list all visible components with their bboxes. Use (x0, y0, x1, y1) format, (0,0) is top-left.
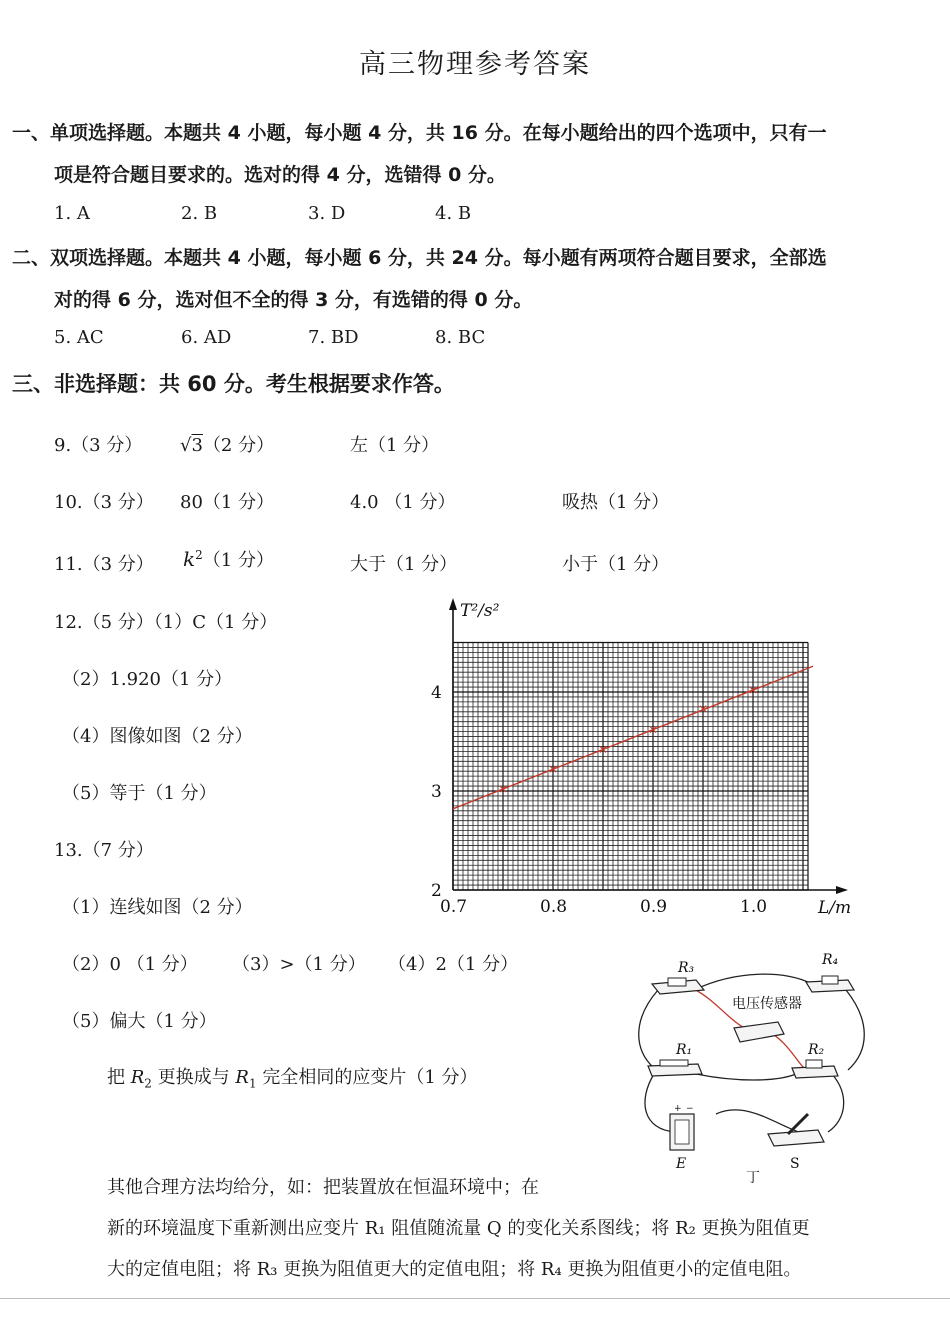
label-e: E (676, 1156, 687, 1172)
answer-4: 4. B (435, 203, 472, 224)
answer-8: 8. BC (435, 327, 486, 348)
switch-base (768, 1130, 824, 1146)
label-r1: R₁ (676, 1042, 693, 1058)
bottom-rule (0, 1298, 950, 1299)
replace-r2: R (130, 1067, 145, 1088)
q13-part4: （4）2（1 分） (388, 954, 519, 975)
page-title: 高三物理参考答案 (359, 49, 591, 80)
replace-r2-sub: 2 (144, 1076, 152, 1091)
y-tick-label: 3 (431, 782, 442, 802)
wire-right-bottom (828, 1074, 844, 1132)
x-axis-arrow-icon (836, 886, 848, 894)
x-tick-label: 0.8 (540, 897, 568, 917)
section2-heading-line1: 二、双项选择题。本题共 4 小题，每小题 6 分，共 24 分。每小题有两项符合题目要求，全部选 (12, 247, 827, 269)
circuit-diagram (636, 950, 868, 1186)
t2-vs-l-chart (420, 596, 860, 926)
q10-answer1: 80（1 分） (180, 492, 275, 513)
answer-5: 5. AC (54, 327, 104, 348)
sqrt-symbol: √3 (180, 435, 203, 456)
replace-pre: 把 (107, 1067, 131, 1088)
q12-number: 12.（5 分）（1）C（1 分） (54, 612, 278, 633)
voltage-sensor (734, 1022, 784, 1042)
wire-left-top (639, 990, 658, 1068)
x-tick-label: 0.7 (440, 897, 468, 917)
q12-part4: （4）图像如图（2 分） (62, 726, 253, 747)
battery-minus-icon: − (686, 1104, 694, 1114)
x-axis-label: L/m (818, 898, 852, 918)
label-s: S (790, 1156, 800, 1172)
chart-grid (453, 643, 808, 891)
q9-answer2: 左（1 分） (350, 435, 440, 456)
q9-answer1 (180, 431, 274, 457)
q12-part5: （5）等于（1 分） (62, 783, 217, 804)
q13-part5: （5）偏大（1 分） (62, 1011, 217, 1032)
q13-other-line2: 新的环境温度下重新测出应变片 R₁ 阻值随流量 Q 的变化关系图线；将 R₂ 更换为阻值更 (107, 1218, 810, 1239)
q11-answer3: 小于（1 分） (562, 554, 670, 575)
r4-element (822, 976, 838, 984)
q11-answer2: 大于（1 分） (350, 554, 458, 575)
x-tick-label: 0.9 (640, 897, 668, 917)
x-tick-labels (440, 897, 767, 917)
q11-answer1-score: （1 分） (202, 550, 274, 571)
q12-part2: （2）1.920（1 分） (62, 669, 233, 690)
section1-heading-line2: 项是符合题目要求的。选对的得 4 分，选错得 0 分。 (54, 164, 506, 186)
y-axis-arrow-icon (449, 598, 457, 610)
y-axis-label: T²/s² (460, 601, 500, 621)
answer-6: 6. AD (181, 327, 232, 348)
answer-2: 2. B (181, 203, 218, 224)
q10-answer2: 4.0 （1 分） (350, 492, 456, 513)
q11-exp: 2 (195, 548, 203, 562)
q11-number: 11.（3 分） (54, 554, 154, 575)
replace-r1-sub: 1 (248, 1076, 257, 1091)
label-r3: R₃ (678, 960, 695, 976)
r2-element (806, 1060, 822, 1068)
answer-7: 7. BD (308, 327, 359, 348)
answer-3: 3. D (308, 203, 346, 224)
label-r4: R₄ (822, 952, 839, 968)
q10-answer3: 吸热（1 分） (562, 492, 670, 513)
q13-other-line3: 大的定值电阻；将 R₃ 更换为阻值更大的定值电阻；将 R₄ 更换为阻值更小的定值电阻。 (107, 1259, 802, 1280)
x-tick-label: 1.0 (740, 897, 768, 917)
section3-heading: 三、非选择题：共 60 分。考生根据要求作答。 (12, 372, 455, 396)
q11-answer1 (183, 546, 274, 572)
wire-right (846, 990, 864, 1070)
q13-part2: （2）0 （1 分） (62, 954, 198, 975)
label-r2: R₂ (808, 1042, 825, 1058)
r3-element (668, 978, 686, 986)
replace-mid: 更换成与 (151, 1067, 236, 1088)
q13-part3: （3）>（1 分） (232, 954, 366, 975)
label-sensor: 电压传感器 (732, 996, 802, 1012)
label-fig: 丁 (746, 1170, 760, 1186)
replace-post: 完全相同的应变片（1 分） (256, 1067, 478, 1088)
r1-element (660, 1060, 688, 1066)
answer-1: 1. A (54, 203, 90, 224)
q13-replace-line (107, 1063, 478, 1091)
wire-top (694, 974, 812, 990)
q13-other-line1: 其他合理方法均给分，如：把装置放在恒温环境中；在 (107, 1177, 539, 1198)
q10-number: 10.（3 分） (54, 492, 154, 513)
wire-middle (696, 1074, 796, 1080)
section1-heading-line1: 一、单项选择题。本题共 4 小题，每小题 4 分，共 16 分。在每小题给出的四个选项中，只有一 (12, 122, 827, 144)
q9-radicand: 3 (191, 435, 203, 456)
q13-part1: （1）连线如图（2 分） (62, 897, 253, 918)
battery-plus-icon: + (674, 1104, 682, 1114)
y-tick-labels (431, 683, 442, 901)
q13-number: 13.（7 分） (54, 840, 154, 861)
replace-r1: R (235, 1067, 249, 1088)
battery-inner (675, 1120, 689, 1144)
y-tick-label: 2 (431, 881, 442, 901)
y-tick-label: 4 (431, 683, 442, 703)
q11-k: k (183, 547, 196, 571)
q9-number: 9.（3 分） (54, 435, 143, 456)
section2-heading-line2: 对的得 6 分，选对但不全的得 3 分，有选错的得 0 分。 (54, 289, 533, 311)
q9-answer1-score: （2 分） (202, 435, 275, 456)
